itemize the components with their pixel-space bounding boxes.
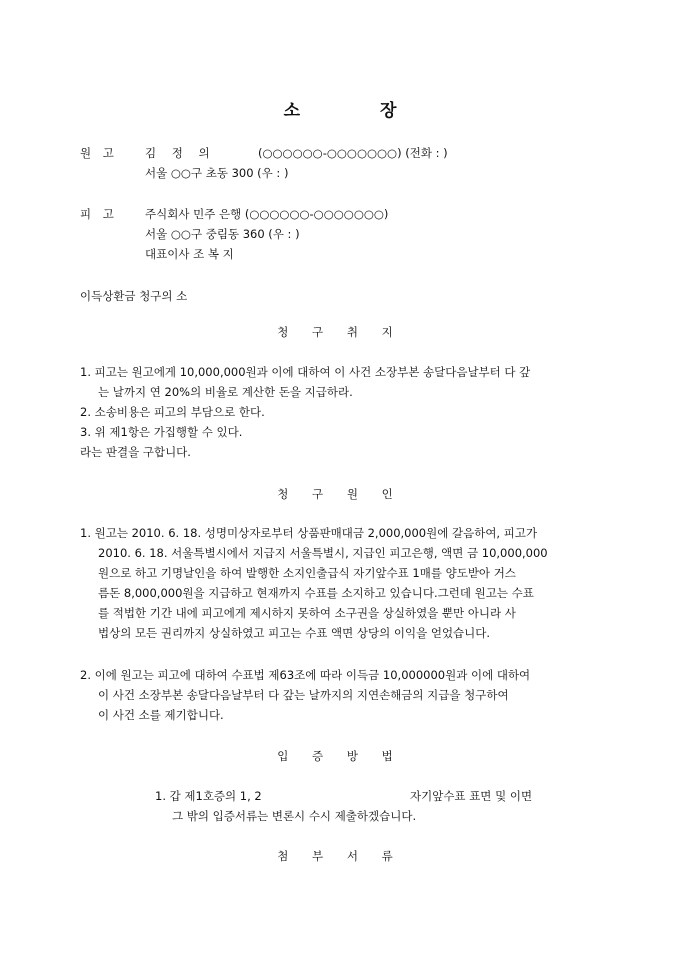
claim-purpose-heading: 청 구 취 지 xyxy=(277,325,403,339)
claim-cause-heading: 청 구 원 인 xyxy=(277,487,403,501)
claim-cause-p1-line: 원으로 하고 기명날인을 하여 발행한 소지인출급식 자기앞수표 1매를 양도받아 거스 xyxy=(98,566,516,580)
case-name: 이득상환금 청구의 소 xyxy=(80,289,188,303)
defendant-label: 피 고 xyxy=(80,207,118,221)
claim-cause-p1-line: 법상의 모든 권리까지 상실하였고 피고는 수표 액면 상당의 이익을 얻었습니다. xyxy=(98,626,491,640)
claim-cause-p1-line: 1. 원고는 2010. 6. 18. 성명미상자로부터 상품판매대금 2,000,000원에 갈음하여, 피고가 xyxy=(80,526,538,540)
plaintiff-id-phone: (○○○○○○-○○○○○○○) (전화 : ) xyxy=(258,146,448,160)
claim-purpose-body xyxy=(80,362,600,462)
claim-cause-paragraph-2 xyxy=(80,665,600,725)
claim-purpose-item1-line1: 1. 피고는 원고에게 10,000,000원과 이에 대하여 이 사건 소장부본 송달다음날부터 다 갚 xyxy=(80,365,531,379)
evidence-item1-label: 1. 갑 제1호증의 1, 2 xyxy=(155,789,262,803)
claim-cause-paragraph-1 xyxy=(80,523,600,643)
defendant-address: 서울 ○○구 중림동 360 (우 : ) xyxy=(145,227,300,241)
claim-purpose-item3: 3. 위 제1항은 가집행할 수 있다. xyxy=(80,425,243,439)
claim-purpose-item2: 2. 소송비용은 피고의 부담으로 한다. xyxy=(80,405,265,419)
defendant-name: 주식회사 민주 은행 (○○○○○○-○○○○○○○) xyxy=(145,207,389,221)
evidence-heading: 입 증 방 법 xyxy=(277,749,403,763)
defendant-representative: 대표이사 조 복 지 xyxy=(145,247,234,261)
attachments-heading: 첨 부 서 류 xyxy=(277,849,403,863)
claim-cause-p2-line: 이 사건 소를 제기합니다. xyxy=(98,708,224,722)
claim-cause-p1-line: 름돈 8,000,000원을 지급하고 현재까지 수표를 소지하고 있습니다.그런데 원고는 수표 xyxy=(98,586,534,600)
claim-cause-p1-line: 2010. 6. 18. 서울특별시에서 지급지 서울특별시, 지급인 피고은행, 액면 금 10,000,000 xyxy=(98,546,548,560)
title-right: 장 xyxy=(380,101,397,121)
plaintiff-name: 김 정 의 xyxy=(145,146,210,160)
evidence-other: 그 밖의 입증서류는 변론시 수시 제출하겠습니다. xyxy=(172,809,417,823)
document-title xyxy=(0,96,680,121)
claim-cause-p2-line: 2. 이에 원고는 피고에 대하여 수표법 제63조에 따라 이득금 10,000000원과 이에 대하여 xyxy=(80,668,531,682)
title-left: 소 xyxy=(283,101,300,121)
claim-cause-p2-line: 이 사건 소장부본 송달다음날부터 다 갚는 날까지의 지연손해금의 지급을 청구하여 xyxy=(98,688,509,702)
plaintiff-label: 원 고 xyxy=(80,146,118,160)
claim-purpose-closing: 라는 판결을 구합니다. xyxy=(80,445,191,459)
plaintiff-address: 서울 ○○구 초동 300 (우 : ) xyxy=(145,166,289,180)
evidence-item1-description: 자기앞수표 표면 및 이면 xyxy=(410,789,533,803)
claim-cause-p1-line: 를 적법한 기간 내에 피고에게 제시하지 못하여 소구권을 상실하였을 뿐만 아니라 사 xyxy=(98,606,516,620)
claim-purpose-item1-line2: 는 날까지 연 20%의 비율로 계산한 돈을 지급하라. xyxy=(98,385,353,399)
